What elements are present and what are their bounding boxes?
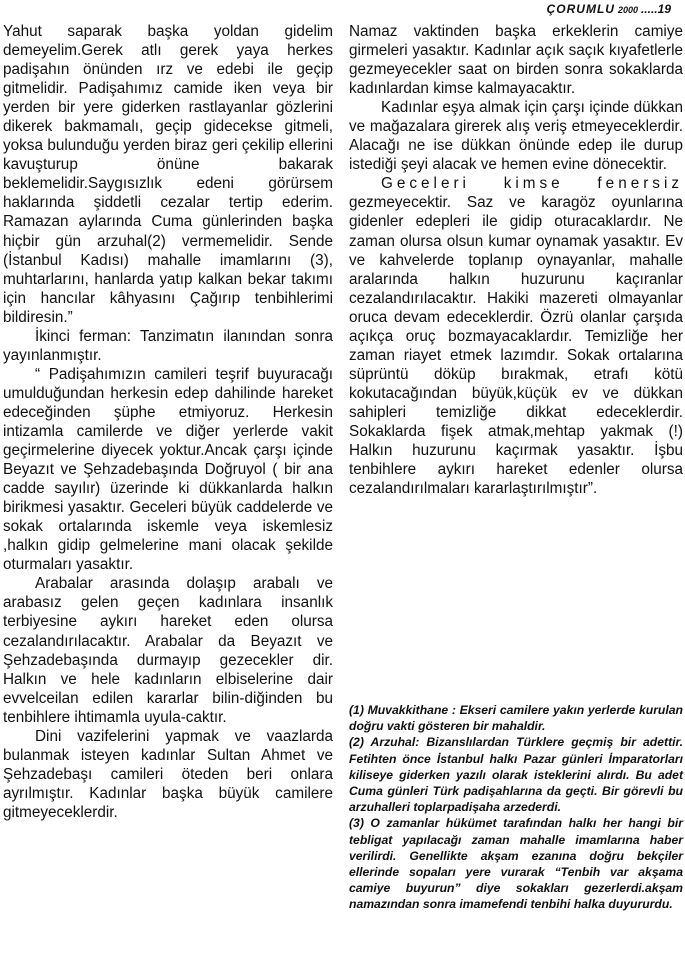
- right-paragraph-2: Kadınlar eşya almak için çarşı içinde dükkan ve mağazalara girerek alış veriş etmeyeceklerdir. Alacağı ne ise dükkan önünde edep ile durup istediği şeyi alacak ve hemen evine dönecektir.: [349, 99, 683, 174]
- left-paragraph-4: Arabalar arasında dolaşıp arabalı ve arabasız gelen geçen kadınlara insanlık terbiyesine aykırı hareket eden olursa cezalandırılacaktır. Arabalar da Beyazıt ve Şehzadebaşında durmayıp gezecekler dir. Halkın ve hele kadınların elbiselerine dair evvelceilan edilen kararlar bilin-diğinden bu tenbihlere ihtimamla uyula-caktır.: [3, 575, 333, 726]
- left-paragraph-2: İkinci ferman: Tanzimatın ilanından sonra yayınlanmıştır.: [3, 327, 333, 364]
- footnote-2: (2) Arzuhal: Bizanslılardan Türklere geçmiş bir adettir. Fetihten önce İstanbul halkı Pazar günleri İmparatorları kiliseye giderken yazılı olarak isteklerini alırdı. Bu adet Cuma günleri Türk padişahlarına da geçti. Bir görevli bu arzuhalleri toplarpadişaha arzederdi.: [349, 735, 683, 815]
- right-paragraph-3-rest: gezmeyecektir. Saz ve karagöz oyunlarına gidenler edepleri ile gidip oturacaklardır. Ne zaman olursa olsun kumar oynamak yasaktır. Ev ve kahvelerde toplanıp oynayanlar, mahalle aralarında halkın huzurunu kaçıranlar cezalandırılacaktır. Hakiki mazereti olmayanlar oruca devam edeceklerdir. Özrü olanlar çarşıda açıkça oruç bozmayacaklardır. Temizliğe her zaman riayet etmek lazımdır. Sokak ortalarına süprüntü döküp bırakmak, etrafı kötü kokutacağından büyük,küçük ev ve dükkan sahipleri temizliğe dikkat edeceklerdir. Sokaklarda fişek atmak,mehtap yakmak (!) Halkın huzurunu kaçırmak yasaktır. İşbu tenbihlere aykırı hareket edenler olursa cezalandırılmaları kararlaştırılmıştır”.: [349, 194, 683, 498]
- right-paragraph-3: [349, 174, 683, 498]
- header-dots: .....: [640, 2, 658, 16]
- publication-year: 2000: [617, 5, 638, 15]
- spaced-phrase: Geceleri kimse fenersiz: [381, 175, 683, 193]
- left-column: [3, 22, 333, 822]
- page-number: 19: [657, 2, 671, 16]
- left-paragraph-5: Dini vazifelerini yapmak ve vaazlarda bulanmak isteyen kadınlar Sultan Ahmet ve Şehzadebaşı camileri öteden beri onlara ayrılmıştır. Kadınlar başka büyük camilere gitmeyeceklerdir.: [3, 727, 333, 821]
- publication-title: ÇORUMLU: [546, 2, 615, 16]
- page-header: [547, 0, 671, 18]
- footnote-1: (1) Muvakkithane : Ekseri camilere yakın yerlerde kurulan doğru vakti gösteren bir mahaldir.: [349, 703, 683, 734]
- left-paragraph-3: “ Padişahımızın camileri teşrif buyuracağı umulduğundan herkesin edep dahilinde hareket edeceğinden şüphe etmiyoruz. Herkesin intizamla camilerde ve diğer yerlerde vakit geçirmelerine diyecek yoktur.Ancak çarşı içinde Beyazıt ve Şehzadebaşında Doğruyol ( bir ana cadde sayılır) üzerinde ki dükkanlarda halkın birikmesi yasaktır. Geceleri büyük caddelerde ve sokak ortalarında iskemle veya iskemlesiz ,halkın gidip gelmelerine mani olacak şekilde oturmaları yasaktır.: [3, 365, 333, 574]
- right-paragraph-1: Namaz vaktinden başka erkeklerin camiye girmeleri yasaktır. Kadınlar açık saçık kıyafetlerle gezmeyecekler saat on birden sonra sokaklarda kadınlardan kimse kalmayacaktır.: [349, 23, 683, 98]
- left-paragraph-1: Yahut saparak başka yoldan gidelim demeyelim.Gerek atlı gerek yaya herkes padişahın önünden ırz ve edebi ile geçip gitmelidir. Padişahımız camide iken veya bir yerden bir yere giderken rastlayanlar gözlerini dikerek bakmamalı, geçip gidecekse gitmeli, yoksa bulunduğu yerden biraz geri çekilip ellerini kavuşturup önüne bakarak beklemelidir.Saygısızlık edeni görürsem haklarında şiddetli cezalar tertip ederim. Ramazan aylarında Cuma günlerinden başka hiçbir gün arzuhal(2) vermemelidir. Sende (İstanbul Kadısı) mahalle imamlarını (3), muhtarlarını, hanlarda yatıp kalkan bekar takımı için hancılar kâhyasını Çağırıp tenbihlerimi bildiresin.”: [3, 23, 333, 326]
- right-column: [349, 22, 683, 498]
- footnote-3: (3) O zamanlar hükümet tarafından halkı her hangi bir tebligat yapılacağı zaman mahalle imamlarına haber verilirdi. Genellikte akşam ezanına doğru bekçiler ellerinde sopaları yere vurarak “Tenbih var akşama camiye buyurun” diye sokakları gezerlerdi.akşam namazından sonra imamefendi tenbihi halka duyururdu.: [349, 816, 683, 912]
- footnotes: [349, 702, 683, 913]
